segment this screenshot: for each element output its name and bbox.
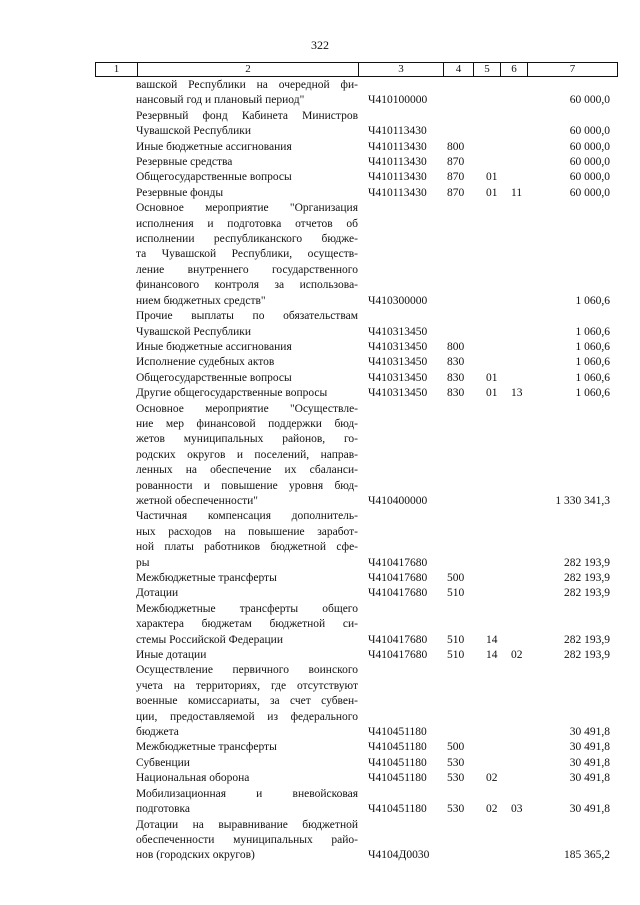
description-line: Иные дотации — [136, 649, 207, 662]
row-code: Ч410400000 — [368, 494, 428, 507]
row-amount: 60 000,0 — [569, 186, 610, 199]
row-amount: 282 193,9 — [564, 649, 610, 662]
row-amount: 282 193,9 — [564, 572, 610, 584]
row-description — [136, 818, 358, 864]
row-expense-type: 800 — [447, 140, 465, 153]
description-line: финансового контроля за использова- — [136, 279, 358, 292]
description-line: Иные бюджетные ассигнования — [136, 340, 292, 353]
row-section: 02 — [486, 772, 498, 785]
header-col-5: 5 — [474, 63, 501, 76]
row-amount: 1 060,6 — [575, 356, 610, 369]
description-line: Дотации — [136, 587, 179, 600]
row-amount: 60 000,0 — [569, 171, 610, 184]
table-row — [0, 571, 640, 586]
description-line: Основное мероприятие "Организация — [136, 202, 358, 215]
row-description — [136, 571, 358, 586]
row-amount: 60 000,0 — [569, 125, 610, 138]
row-section: 01 — [486, 186, 498, 199]
row-code: Ч4104Д0030 — [368, 849, 430, 862]
row-description — [136, 386, 358, 401]
row-description — [136, 648, 358, 663]
description-line: ление внутреннего государственного — [136, 263, 358, 276]
description-line: исполнении республиканского бюдже- — [136, 233, 358, 246]
description-line: Дотации на выравнивание бюджетной — [136, 818, 358, 831]
row-amount: 30 491,8 — [569, 756, 610, 769]
description-line: Национальная оборона — [136, 772, 250, 785]
row-description — [136, 309, 358, 340]
row-amount: 30 491,8 — [569, 803, 610, 816]
description-line: подготовка — [136, 803, 191, 816]
row-code: Ч410417680 — [368, 649, 428, 662]
row-subsection: 03 — [511, 803, 523, 816]
description-line: Мобилизационная и вневойсковая — [136, 787, 358, 800]
row-code: Ч410313450 — [368, 371, 428, 384]
table-row — [0, 648, 640, 663]
row-amount: 282 193,9 — [564, 587, 610, 600]
row-amount: 30 491,8 — [569, 772, 610, 785]
row-description — [136, 201, 358, 309]
row-expense-type: 870 — [447, 156, 465, 169]
row-description — [136, 602, 358, 648]
row-code: Ч410300000 — [368, 294, 428, 307]
row-description — [136, 586, 358, 601]
row-code: Ч410451180 — [368, 756, 427, 769]
table-row — [0, 78, 640, 109]
row-expense-type: 510 — [447, 587, 465, 600]
row-amount: 1 060,6 — [575, 294, 610, 307]
description-line: ной платы работников бюджетной сфе- — [136, 541, 358, 554]
description-line: обеспеченности муниципальных райо- — [136, 833, 358, 846]
table-row — [0, 756, 640, 771]
description-line: исполнения и подготовка отчетов об — [136, 217, 358, 230]
row-amount: 282 193,9 — [564, 556, 610, 569]
table-row — [0, 386, 640, 401]
description-line: вашской Республики на очередной фи- — [136, 79, 358, 91]
table-row — [0, 771, 640, 786]
description-line: Иные бюджетные ассигнования — [136, 140, 292, 153]
description-line: родских округов и поселений, направ- — [136, 448, 358, 461]
description-line: Межбюджетные трансферты — [136, 741, 277, 754]
row-section: 01 — [486, 387, 498, 400]
row-code: Ч410451180 — [368, 741, 427, 754]
description-line: Чувашской Республики — [136, 325, 252, 338]
row-description — [136, 740, 358, 755]
row-description — [136, 186, 358, 201]
row-code: Ч410100000 — [368, 94, 428, 107]
row-subsection: 13 — [511, 387, 523, 400]
description-line: ние мер финансовой поддержки бюд- — [136, 417, 358, 430]
description-line: Исполнение судебных актов — [136, 356, 275, 369]
description-line: нов (городских округов) — [136, 849, 255, 862]
row-amount: 60 000,0 — [569, 140, 610, 153]
row-description — [136, 155, 358, 170]
row-description — [136, 355, 358, 370]
page-number: 322 — [311, 38, 329, 52]
description-line: бюджета — [136, 726, 179, 739]
description-line: Другие общегосударственные вопросы — [136, 387, 328, 400]
description-line: ных расходов на повышение заработ- — [136, 525, 358, 538]
row-section: 02 — [486, 803, 498, 816]
description-line: жетной обеспеченности" — [136, 494, 258, 507]
row-description — [136, 340, 358, 355]
description-line: ленных на обеспечение их сбаланси- — [136, 464, 358, 477]
row-expense-type: 800 — [447, 340, 465, 353]
description-line: жетов муниципальных районов, го- — [136, 433, 358, 446]
header-col-1: 1 — [96, 63, 138, 76]
row-code: Ч410313450 — [368, 387, 428, 400]
row-amount: 30 491,8 — [569, 726, 610, 739]
row-amount: 1 060,6 — [575, 371, 610, 384]
description-line: характера бюджетам бюджетной си- — [136, 618, 358, 631]
row-description — [136, 663, 358, 740]
row-expense-type: 830 — [447, 371, 465, 384]
row-section: 14 — [486, 649, 498, 662]
row-expense-type: 530 — [447, 803, 465, 816]
row-code: Ч410451180 — [368, 772, 427, 785]
table-body — [0, 78, 640, 864]
row-amount: 282 193,9 — [564, 633, 610, 646]
description-line: рованности и повышение уровня бюд- — [136, 479, 358, 492]
row-amount: 1 060,6 — [575, 387, 610, 400]
table-row — [0, 787, 640, 818]
table-row — [0, 309, 640, 340]
row-code: Ч410113430 — [368, 171, 427, 184]
table-row — [0, 663, 640, 740]
row-expense-type: 830 — [447, 387, 465, 400]
row-description — [136, 787, 358, 818]
row-section: 14 — [486, 633, 498, 646]
row-expense-type: 500 — [447, 572, 465, 584]
description-line: учета на территориях, где отсутствуют — [136, 679, 358, 692]
table-row — [0, 186, 640, 201]
header-col-7: 7 — [569, 63, 576, 75]
row-code: Ч410417680 — [368, 572, 428, 584]
description-line: Осуществление первичного воинского — [136, 664, 358, 677]
header-col-6: 6 — [501, 63, 528, 76]
description-line: Субвенции — [136, 756, 190, 769]
row-amount: 1 060,6 — [575, 340, 610, 353]
row-expense-type: 870 — [447, 186, 465, 199]
row-expense-type: 530 — [447, 772, 465, 785]
row-code: Ч410113430 — [368, 156, 427, 169]
row-code: Ч410313450 — [368, 325, 428, 338]
row-description — [136, 771, 358, 786]
table-header — [95, 62, 618, 77]
table-row — [0, 509, 640, 571]
row-expense-type: 510 — [447, 633, 465, 646]
row-expense-type: 510 — [447, 649, 465, 662]
table-row — [0, 355, 640, 370]
row-subsection: 11 — [511, 186, 523, 199]
row-code: Ч410113430 — [368, 125, 427, 138]
row-description — [136, 78, 358, 109]
description-line: ции, предоставляемой из федерального — [136, 710, 358, 723]
row-code: Ч410113430 — [368, 186, 427, 199]
row-amount: 1 060,6 — [575, 325, 610, 338]
header-col-4: 4 — [444, 63, 474, 76]
row-code: Ч410313450 — [368, 356, 428, 369]
row-amount: 1 330 341,3 — [555, 494, 610, 507]
row-expense-type: 870 — [447, 171, 465, 184]
description-line: Резервный фонд Кабинета Министров — [136, 109, 358, 122]
row-subsection: 02 — [511, 649, 523, 662]
description-line: Межбюджетные трансферты — [136, 572, 277, 584]
description-line: Прочие выплаты по обязательствам — [136, 310, 358, 323]
description-line: стемы Российской Федерации — [136, 633, 283, 646]
row-section: 01 — [486, 171, 498, 184]
row-section: 01 — [486, 371, 498, 384]
row-code: Ч410417680 — [368, 587, 428, 600]
description-line: та Чувашской Республики, осуществ- — [136, 248, 358, 261]
row-description — [136, 402, 358, 510]
row-expense-type: 500 — [447, 741, 465, 754]
row-description — [136, 509, 358, 571]
table-row — [0, 340, 640, 355]
row-expense-type: 830 — [447, 356, 465, 369]
row-amount: 60 000,0 — [569, 156, 610, 169]
row-description — [136, 109, 358, 140]
header-col-3: 3 — [359, 63, 444, 76]
table-row — [0, 740, 640, 755]
table-row — [0, 402, 640, 510]
row-amount: 185 365,2 — [564, 849, 610, 862]
description-line: Общегосударственные вопросы — [136, 171, 292, 184]
row-amount: 60 000,0 — [569, 94, 610, 107]
row-expense-type: 530 — [447, 756, 465, 769]
description-line: Частичная компенсация дополнитель- — [136, 510, 358, 523]
row-code: Ч410313450 — [368, 340, 428, 353]
row-code: Ч410417680 — [368, 633, 428, 646]
description-line: Резервные фонды — [136, 186, 224, 199]
description-line: Межбюджетные трансферты общего — [136, 602, 358, 615]
description-line: Общегосударственные вопросы — [136, 371, 292, 384]
row-description — [136, 756, 358, 771]
row-code: Ч410417680 — [368, 556, 428, 569]
description-line: нием бюджетных средств" — [136, 294, 266, 307]
row-amount: 30 491,8 — [569, 741, 610, 754]
table-row — [0, 109, 640, 140]
row-code: Ч410451180 — [368, 726, 427, 739]
table-row — [0, 170, 640, 185]
description-line: Резервные средства — [136, 156, 233, 169]
table-row — [0, 818, 640, 864]
table-row — [0, 155, 640, 170]
table-row — [0, 586, 640, 601]
table-row — [0, 201, 640, 309]
table-row — [0, 602, 640, 648]
description-line: военные комиссариаты, за счет субвен- — [136, 695, 358, 708]
row-description — [136, 371, 358, 386]
table-row — [0, 371, 640, 386]
description-line: ры — [136, 556, 150, 569]
description-line: нансовый год и плановый период" — [136, 94, 305, 107]
header-col-2: 2 — [138, 63, 359, 76]
description-line: Чувашской Республики — [136, 125, 252, 138]
row-description — [136, 170, 358, 185]
row-description — [136, 140, 358, 155]
table-row — [0, 140, 640, 155]
row-code: Ч410451180 — [368, 803, 427, 816]
description-line: Основное мероприятие "Осуществле- — [136, 402, 358, 415]
row-code: Ч410113430 — [368, 140, 427, 153]
